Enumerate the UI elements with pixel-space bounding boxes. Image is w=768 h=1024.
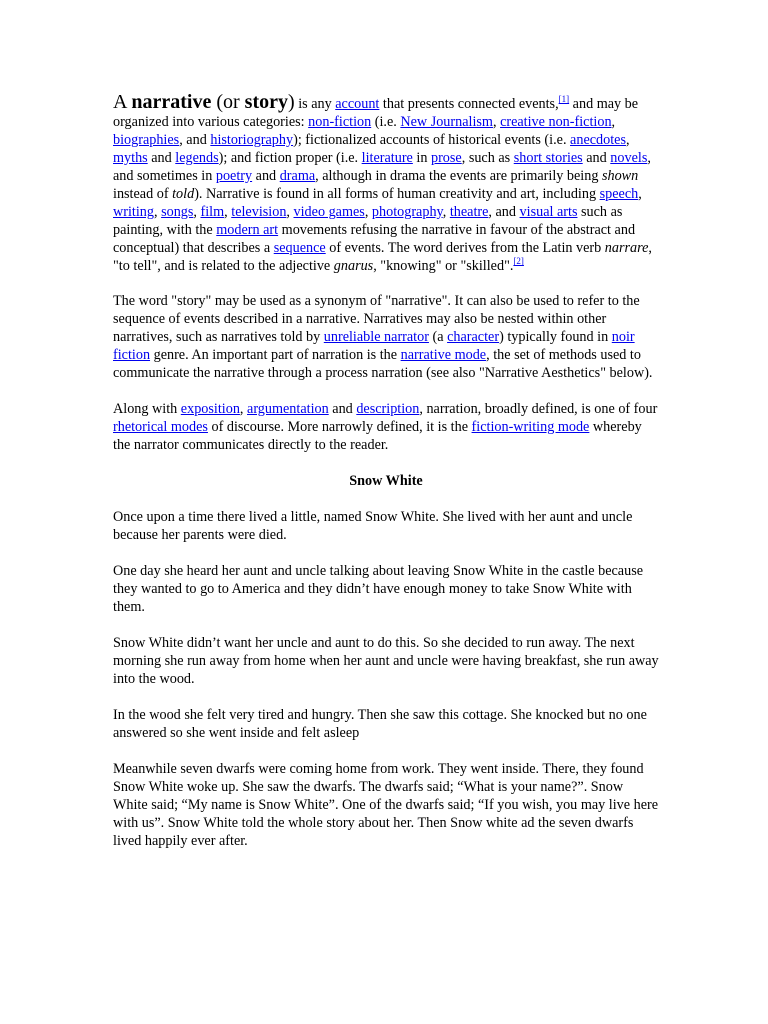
link-poetry[interactable]: poetry [215, 168, 253, 184]
link-film[interactable]: film [200, 204, 225, 220]
link-noir-fiction[interactable]: noir fiction [113, 329, 635, 363]
link-prose[interactable]: prose [430, 150, 462, 166]
link-unreliable-narrator[interactable]: unreliable narrator [323, 329, 429, 345]
link-television[interactable]: television [231, 204, 287, 220]
link-fiction-writing-mode[interactable]: fiction-writing mode [471, 419, 590, 435]
link-modern-art[interactable]: modern art [216, 222, 279, 238]
link-new-journalism[interactable]: New Journalism [400, 114, 493, 130]
link-songs[interactable]: songs [161, 204, 194, 220]
link-legends[interactable]: legends [175, 150, 219, 166]
link-description[interactable]: description [356, 401, 420, 417]
link-argumentation[interactable]: argumentation [247, 401, 329, 417]
link-short-stories[interactable]: short stories [513, 150, 583, 166]
link-photography[interactable]: photography [371, 204, 443, 220]
paragraph-rhetorical-modes: Along with exposition, argumentation and description, narration, broadly defined, is one of four rhetorical modes of discourse. More narrowly defined, it is the fiction-writing mode whereby the narrator communicates directly to the reader. [113, 401, 658, 453]
document-body [113, 93, 659, 868]
story-paragraph: One day she heard her aunt and uncle talking about leaving Snow White in the castle because they wanted to go to America and they didn’t have enough money to take Snow White with them. [113, 563, 644, 615]
link-non-fiction[interactable]: non-fiction [308, 114, 372, 130]
link-creative-non-fiction[interactable]: creative non-fiction [500, 114, 612, 130]
paragraph-story-synonym: The word "story" may be used as a synonym of "narrative". It can also be used to refer to the sequence of events described in a narrative. Narratives may also be nested within other narratives, such as narratives told by unreliable narrator (a character) typically found in noir fiction genre. An important part of narration is the narrative mode, the set of methods used to communicate the narrative through a process narration (see also "Narrative Aesthetics" below). [113, 293, 653, 381]
link-sequence[interactable]: sequence [273, 240, 326, 256]
footnote-link-2[interactable]: [2] [513, 256, 524, 266]
link-narrative-mode[interactable]: narrative mode [400, 347, 487, 363]
link-biographies[interactable]: biographies [113, 132, 180, 148]
term-a: A [113, 91, 132, 113]
link-writing[interactable]: writing [113, 204, 154, 220]
link-rhetorical-modes[interactable]: rhetorical modes [113, 419, 208, 435]
term-narrative: narrative [131, 91, 212, 113]
link-theatre[interactable]: theatre [449, 204, 489, 220]
link-myths[interactable]: myths [113, 150, 148, 166]
term-close-paren: ) [287, 91, 295, 113]
link-drama[interactable]: drama [279, 168, 316, 184]
story-paragraph: Once upon a time there lived a little, named Snow White. She lived with her aunt and uncle because her parents were died. [113, 509, 633, 543]
paragraph-narrative-definition: A narrative (or story) is any account that presents connected events,[1] and may be organized into various categories: non-fiction (i.e. New Journalism, creative non-fiction, biographies, and historiography); fictionalized accounts of historical events (i.e. anecdotes, myths and legends); and fiction proper (i.e. literature in prose, such as short stories and novels, and sometimes in poetry and drama, although in drama the events are primarily being shown instead of told). Narrative is found in all forms of human creativity and art, including speech, writing, songs, film, television, video games, photography, theatre, and visual arts such as painting, with the modern art movements refusing the narrative in favour of the abstract and conceptual) that describes a sequence of events. The word derives from the Latin verb narrare, "to tell", and is related to the adjective gnarus, "knowing" or "skilled".[2] [113, 91, 652, 274]
term-or: (or [211, 91, 245, 113]
story-paragraph: Meanwhile seven dwarfs were coming home from work. They went inside. There, they found Snow White woke up. She saw the dwarfs. The dwarfs said; “What is your name?”. Snow White said; “My name is Snow White”. One of the dwarfs said; “If you wish, you may live here with us”. Snow White told the whole story about her. Then Snow white ad the seven dwarfs lived happily ever after. [113, 761, 659, 849]
link-video-games[interactable]: video games [293, 204, 365, 220]
story-title: Snow White [349, 473, 423, 489]
term-story: story [244, 91, 288, 113]
link-literature[interactable]: literature [361, 150, 413, 166]
story-paragraph: Snow White didn’t want her uncle and aunt to do this. So she decided to run away. The next morning she run away from home when her aunt and uncle were having breakfast, she run away into the wood. [113, 635, 659, 687]
footnote-link-1[interactable]: [1] [558, 94, 570, 104]
link-character[interactable]: character [447, 329, 500, 345]
link-account[interactable]: account [335, 96, 380, 112]
link-historiography[interactable]: historiography [210, 132, 294, 148]
story-paragraph: In the wood she felt very tired and hungry. Then she saw this cottage. She knocked but no one answered so she went inside and felt asleep [113, 707, 647, 741]
link-exposition[interactable]: exposition [180, 401, 240, 417]
link-novels[interactable]: novels [610, 150, 648, 166]
link-speech[interactable]: speech [599, 186, 639, 202]
link-visual-arts[interactable]: visual arts [519, 204, 578, 220]
link-anecdotes[interactable]: anecdotes [570, 132, 626, 148]
